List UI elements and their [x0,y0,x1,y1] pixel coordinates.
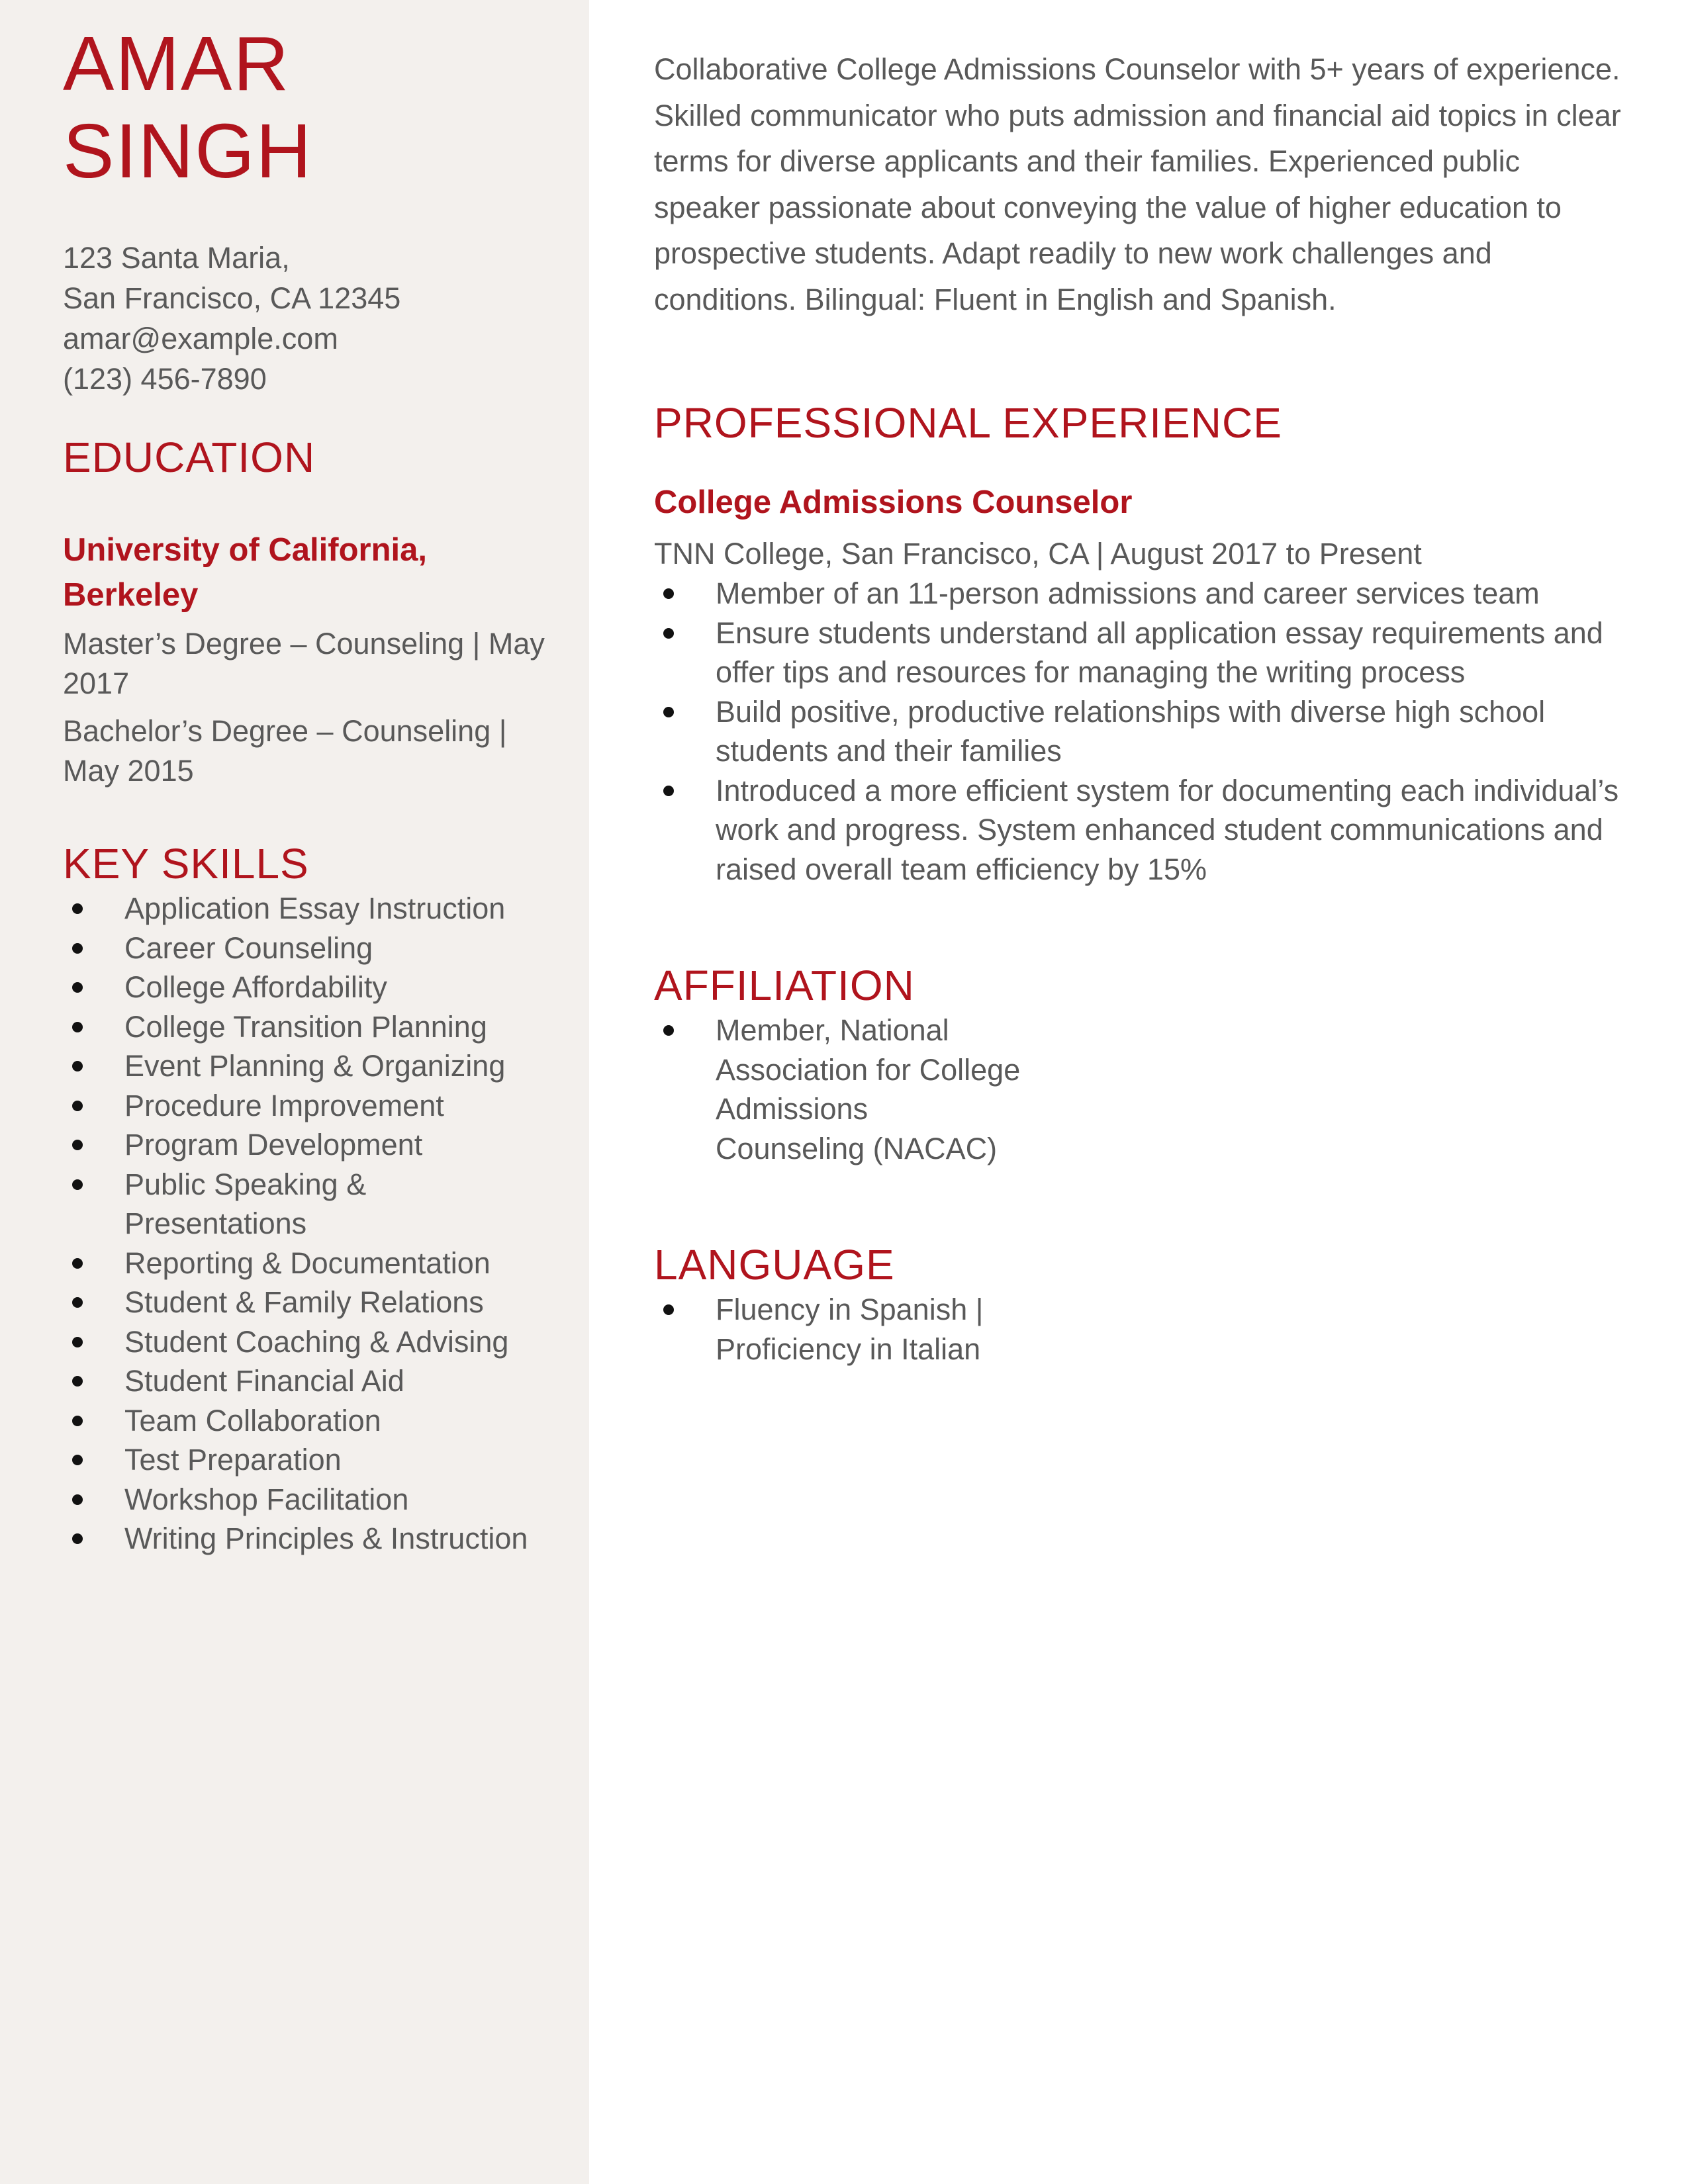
skill-item: College Affordability [63,968,549,1007]
skills-list [63,889,549,1559]
candidate-name [63,20,549,195]
language-list [654,1290,1025,1369]
experience-bullet: Member of an 11-person admissions and career services team [654,574,1634,614]
education-heading: EDUCATION [63,433,316,481]
last-name: SINGH [63,108,313,194]
experience-heading: PROFESSIONAL EXPERIENCE [654,399,1282,447]
skill-item: Student Financial Aid [63,1361,549,1401]
skill-item: Writing Principles & Instruction [63,1519,549,1559]
skill-item: Event Planning & Organizing [63,1046,549,1086]
experience-bullet: Build positive, productive relationships with diverse high school students and their families [654,692,1634,771]
skill-item: Team Collaboration [63,1401,549,1441]
main-content [654,0,1634,1369]
address-line-1: 123 Santa Maria, [63,241,290,275]
school-name: University of California, Berkeley [63,532,428,613]
affiliation-list [654,1011,1025,1168]
skill-item: Public Speaking & Presentations [63,1165,549,1244]
degree-masters: Master’s Degree – Counseling | May 2017 [63,627,545,700]
experience-bullet: Introduced a more efficient system for documenting each individual’s work and progress. System enhanced student communications and raised overall team efficiency by 15% [654,771,1634,889]
sidebar [0,0,589,2184]
affiliation-item: Member, National Association for College Admissions Counseling (NACAC) [654,1011,1025,1168]
skill-item: Career Counseling [63,929,549,968]
language-item: Fluency in Spanish | Proficiency in Italian [654,1290,1025,1369]
first-name: AMAR [63,21,291,107]
skill-item: Reporting & Documentation [63,1244,549,1283]
skill-item: Test Preparation [63,1440,549,1480]
skill-item: College Transition Planning [63,1007,549,1047]
phone: (123) 456-7890 [63,362,267,396]
affiliation-heading: AFFILIATION [654,962,915,1009]
skill-item: Student Coaching & Advising [63,1322,549,1362]
skill-item: Procedure Improvement [63,1086,549,1126]
experience-bullets [654,574,1634,889]
key-skills-heading: KEY SKILLS [63,840,309,887]
address-line-2: San Francisco, CA 12345 [63,281,401,315]
job-employer-dates: TNN College, San Francisco, CA | August 2017 to Present [654,537,1422,570]
professional-summary: Collaborative College Admissions Counselor with 5+ years of experience. Skilled communicator who puts admission and financial aid topics in clear terms for diverse applicants and their families. Experienced public speaker passionate about conveying the value of higher education to prospective students. Adapt readily to new work challenges and conditions. Bilingual: Fluent in English and Spanish. [654,52,1621,316]
skill-item: Workshop Facilitation [63,1480,549,1520]
job-title: College Admissions Counselor [654,484,1133,520]
email: amar@example.com [63,322,338,355]
skill-item: Application Essay Instruction [63,889,549,929]
experience-bullet: Ensure students understand all application essay requirements and offer tips and resources for managing the writing process [654,614,1634,692]
contact-block [63,238,549,399]
skill-item: Student & Family Relations [63,1283,549,1322]
skill-item: Program Development [63,1125,549,1165]
language-heading: LANGUAGE [654,1241,895,1289]
degree-bachelors: Bachelor’s Degree – Counseling | May 2015 [63,714,507,788]
